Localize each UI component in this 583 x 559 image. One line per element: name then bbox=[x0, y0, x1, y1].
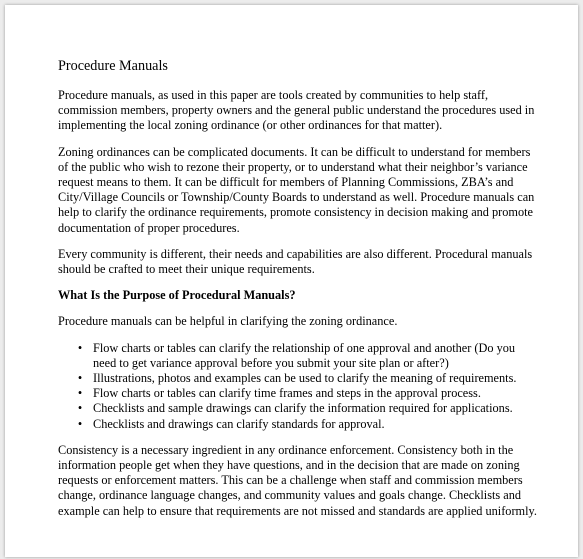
section-intro: Procedure manuals can be helpful in clarifying the zoning ordinance. bbox=[58, 314, 398, 329]
list-item bbox=[58, 417, 538, 432]
bullet-list bbox=[58, 341, 538, 432]
list-item-text: Illustrations, photos and examples can be used to clarify the meaning of requirements. bbox=[93, 371, 517, 386]
list-item bbox=[58, 371, 538, 386]
bullet-icon: • bbox=[77, 371, 83, 386]
paragraph-zoning-ordinances: Zoning ordinances can be complicated documents. It can be difficult to understand for members of the public who wish to rezone their property, or to understand what their neighbor’s variance request means to them. It can be difficult for members of Planning Commissions, ZBA’s and City/Village Councils or Township/County Boards to understand as well. Procedure manuals can help to clarify the ordinance requirements, promote consistency in decision making and promote documentation of proper procedures. bbox=[58, 144, 535, 235]
list-item-text: Flow charts or tables can clarify the relationship of one approval and another (Do you need to get variance approval before you submit your site plan or after?) bbox=[93, 340, 516, 370]
document-title: Procedure Manuals bbox=[58, 58, 168, 74]
section-heading: What Is the Purpose of Procedural Manuals? bbox=[58, 288, 296, 303]
document-page bbox=[5, 5, 578, 557]
list-item-text: Checklists and drawings can clarify standards for approval. bbox=[93, 416, 385, 431]
bullet-icon: • bbox=[77, 340, 83, 355]
bullet-icon: • bbox=[77, 416, 83, 431]
document-body bbox=[58, 57, 538, 530]
bullet-icon: • bbox=[77, 386, 83, 401]
paragraph-consistency: Consistency is a necessary ingredient in any ordinance enforcement. Consistency both in the information people get when they have questions, and in the decision that are made on zoning requests or enforcement matters. This can be a challenge when staff and commission members change, ordinance language changes, and community values and goals change. Checklists and example can help to ensure that requirements are not missed and standards are applied uniformly. bbox=[58, 442, 537, 518]
paragraph-every-community: Every community is different, their needs and capabilities are also different. Procedural manuals should be crafted to meet their unique requirements. bbox=[58, 246, 533, 277]
list-item-text: Checklists and sample drawings can clarify the information required for applications. bbox=[93, 401, 513, 416]
list-item-text: Flow charts or tables can clarify time frames and steps in the approval process. bbox=[93, 386, 481, 401]
paragraph-intro: Procedure manuals, as used in this paper are tools created by communities to help staff, commission members, property owners and the general public understand the procedures used in implementing the local zoning ordinance (or other ordinances for that matter). bbox=[58, 88, 535, 133]
list-item bbox=[58, 386, 538, 401]
list-item bbox=[58, 341, 538, 371]
bullet-icon: • bbox=[77, 401, 83, 416]
list-item bbox=[58, 401, 538, 416]
